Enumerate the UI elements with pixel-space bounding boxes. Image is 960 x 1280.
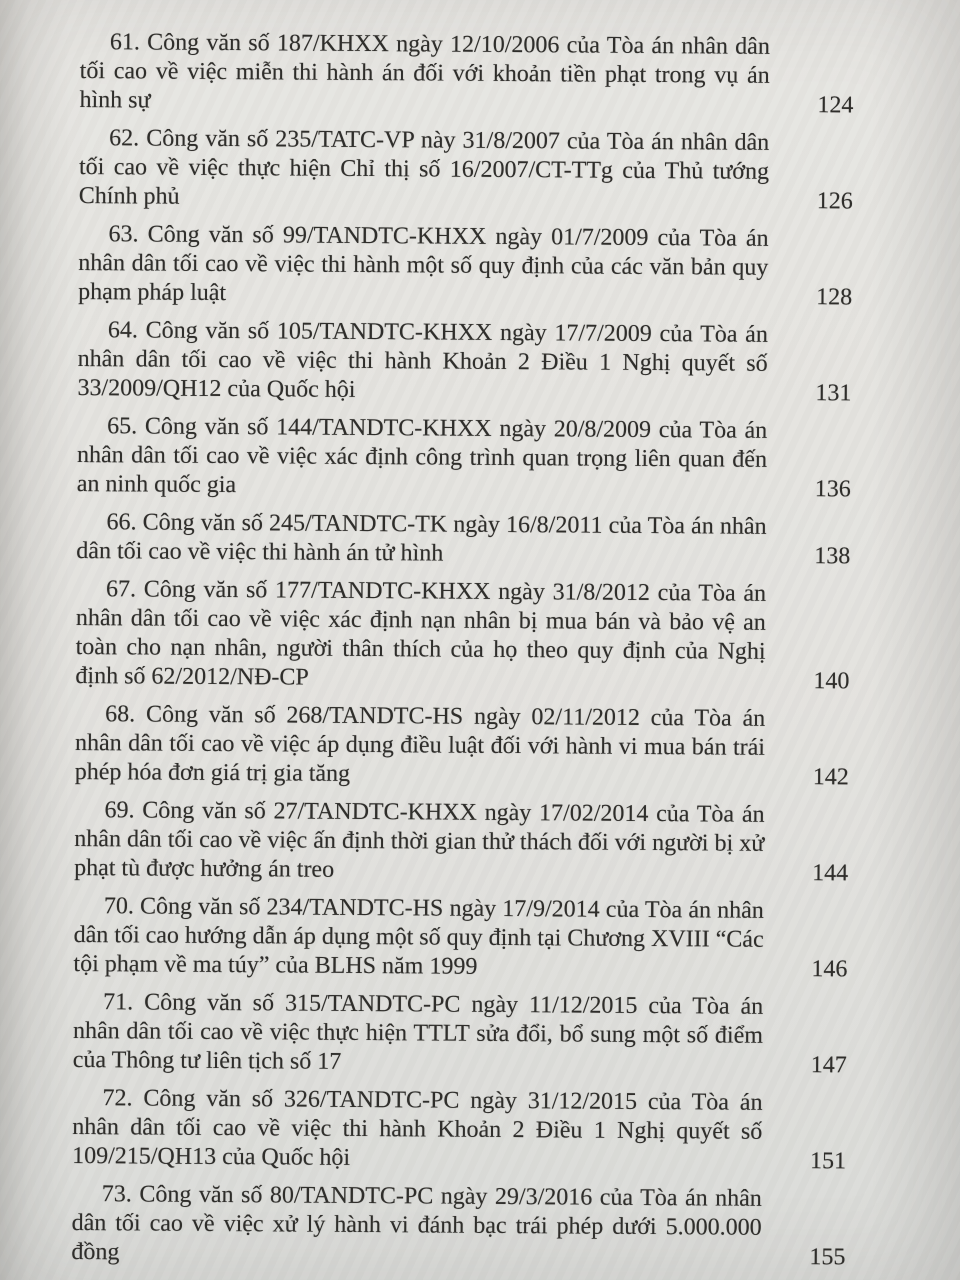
toc-entry-page: 126 (816, 188, 853, 215)
toc-entry-page: 128 (816, 284, 853, 311)
toc-entry-text: 69. Công văn số 27/TANDTC-KHXX ngày 17/02/2014 của Tòa án nhân dân tối cao về việc ấn định thời gian thử thách đối với người bị xử phạt tù được hưởng án treo (74, 797, 765, 883)
toc-entry-text: 71. Công văn số 315/TANDTC-PC ngày 11/12/2015 của Tòa án nhân dân tối cao về việc thực hiện TTLT sửa đổi, bổ sung một số điểm của Thông tư liên tịch số 17 (72, 989, 764, 1075)
toc-entry (74, 700, 849, 792)
toc-entry-page: 144 (812, 860, 849, 887)
toc-entry-text: 66. Công văn số 245/TANDTC-TK ngày 16/8/2011 của Tòa án nhân dân tối cao về việc thi hành án tử hình (76, 509, 767, 567)
toc-entry (74, 796, 849, 888)
toc-entry-page: 155 (809, 1244, 846, 1271)
toc-entry (76, 508, 851, 571)
toc-entry (78, 220, 853, 312)
toc-entry-text: 63. Công văn số 99/TANDTC-KHXX ngày 01/7/2009 của Tòa án nhân dân tối cao về việc thi hành một số quy định của các văn bản quy phạm pháp luật (78, 221, 769, 307)
toc-entry (78, 124, 853, 216)
toc-entry-text: 70. Công văn số 234/TANDTC-HS ngày 17/9/2014 của Tòa án nhân dân tối cao hướng dẫn áp dụng một số quy định tại Chương XVIII “Các tội phạm về ma túy” của BLHS năm 1999 (73, 893, 764, 980)
toc-entry-page: 142 (812, 764, 849, 791)
toc-entry-page: 147 (810, 1052, 847, 1079)
toc-entry (72, 1084, 847, 1176)
toc-entry-text: 72. Công văn số 326/TANDTC-PC ngày 31/12/2015 của Tòa án nhân dân tối cao về việc thi hành Khoản 2 Điều 1 Nghị quyết số 109/215/QH13 của Quốc hội (72, 1085, 763, 1171)
toc-entry (75, 575, 850, 696)
toc-entry-text: 61. Công văn số 187/KHXX ngày 12/10/2006 của Tòa án nhân dân tối cao về việc miễn thi hành án đối với khoản tiền phạt trong vụ án hình sự (79, 29, 770, 114)
toc-entry (76, 412, 851, 504)
toc-entry-page: 151 (810, 1148, 847, 1175)
toc-entry-text: 64. Công văn số 105/TANDTC-KHXX ngày 17/7/2009 của Tòa án nhân dân tối cao về việc thi hành Khoản 2 Điều 1 Nghị quyết số 33/2009/QH12 của Quốc hội (77, 317, 768, 403)
toc-entry-page: 138 (814, 543, 851, 570)
toc-entry-text: 65. Công văn số 144/TANDTC-KHXX ngày 20/8/2009 của Tòa án nhân dân tối cao về việc xác định công trình quan trọng liên quan đến an ninh quốc gia (76, 413, 768, 499)
toc-entry (73, 892, 848, 984)
toc-entry (72, 988, 847, 1080)
toc-list (71, 28, 854, 1280)
toc-entry-text: 67. Công văn số 177/TANDTC-KHXX ngày 31/8/2012 của Tòa án nhân dân tối cao về việc xác định nạn nhân bị mua bán và bảo vệ an toàn cho nạn nhân, người thân thích của họ theo quy định của Nghị định số 62/2012/NĐ-CP (75, 576, 767, 691)
toc-entry (79, 28, 854, 120)
toc-entry-text: 68. Công văn số 268/TANDTC-HS ngày 02/11/2012 của Tòa án nhân dân tối cao về việc áp dụng điều luật đối với hành vi mua bán trái phép hóa đơn giá trị gia tăng (74, 701, 766, 787)
toc-entry-page: 124 (817, 92, 854, 119)
toc-entry-page: 131 (815, 380, 852, 407)
toc-entry (77, 316, 852, 408)
toc-entry-page: 146 (811, 956, 848, 983)
toc-entry-text: 62. Công văn số 235/TATC-VP này 31/8/2007 của Tòa án nhân dân tối cao về việc thực hiện Chỉ thị số 16/2007/CT-TTg của Thủ tướng Chính phủ (78, 125, 770, 210)
toc-entry-page: 136 (814, 476, 851, 503)
toc-entry (71, 1180, 846, 1272)
toc-entry-page: 140 (813, 668, 850, 695)
toc-entry-text: 73. Công văn số 80/TANDTC-PC ngày 29/3/2016 của Tòa án nhân dân tối cao về việc xử lý hành vi đánh bạc trái phép dưới 5.000.000 đồng (71, 1181, 762, 1266)
